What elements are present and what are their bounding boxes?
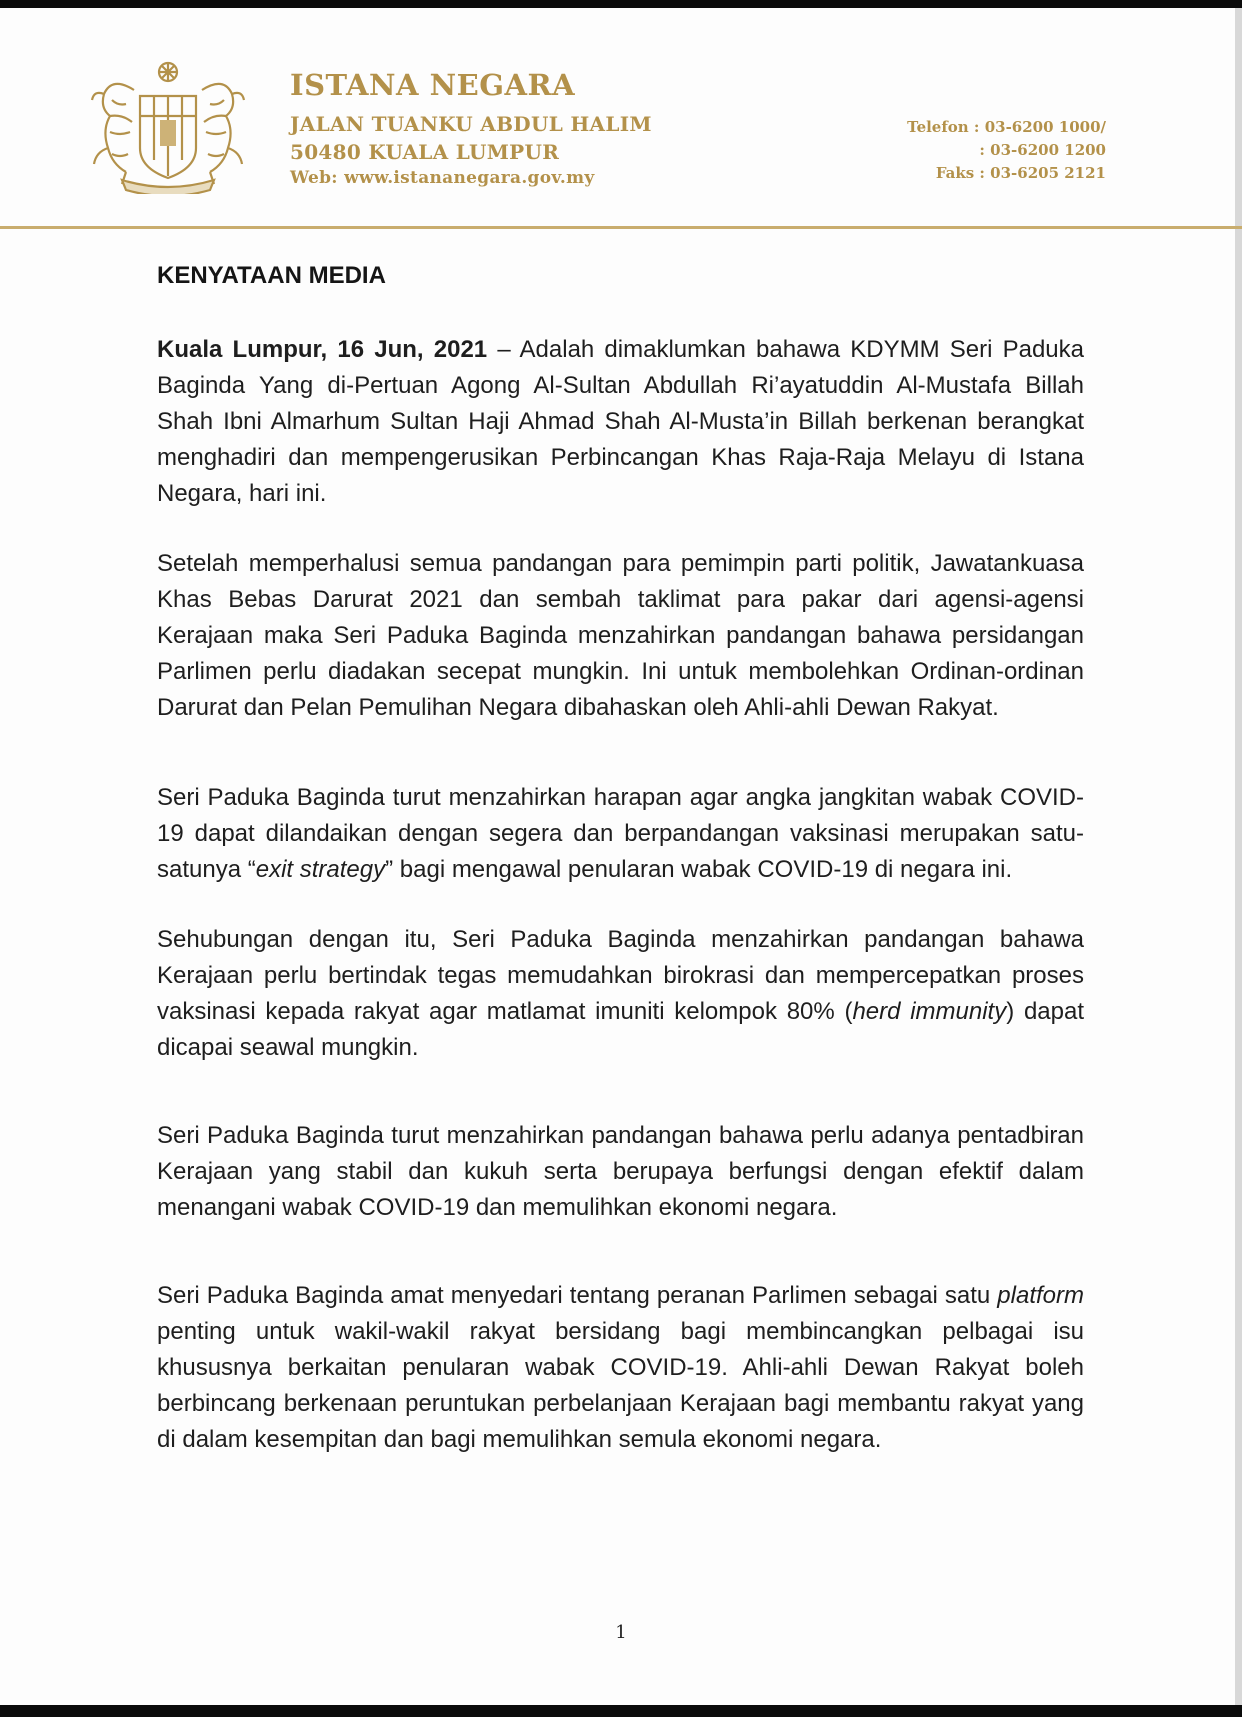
statement-title: KENYATAAN MEDIA xyxy=(157,262,386,289)
paragraph-1-text: – Adalah dimaklumkan bahawa KDYMM Seri Paduka Baginda Yang di-Pertuan Agong Al-Sultan Abdullah Ri’ayatuddin Al-Mustafa Billah Shah Ibni Almarhum Sultan Haji Ahmad Shah Al-Musta’in Billah berkenan berangkat menghadiri dan mempengerusikan Perbincangan Khas Raja-Raja Melayu di Istana Negara, hari ini. xyxy=(157,336,1085,507)
paragraph-6-text-b: penting untuk wakil-wakil rakyat bersidang bagi membincangkan pelbagai isu khususnya berkaitan penularan wabak COVID-19. Ahli-ahli Dewan Rakyat boleh berbincang berkenaan peruntukan perbelanjaan Kerajaan bagi membantu rakyat yang di dalam kesempitan dan bagi memulihkan semula ekonomi negara. xyxy=(157,1318,1084,1453)
paragraph-6-emphasis: platform xyxy=(997,1282,1084,1309)
website-link[interactable]: Web: www.istananegara.gov.my xyxy=(290,168,595,188)
address-city: 50480 KUALA LUMPUR xyxy=(290,140,560,164)
dateline: Kuala Lumpur, 16 Jun, 2021 xyxy=(157,336,488,363)
paragraph-3 xyxy=(157,780,1084,888)
paragraph-5: Seri Paduka Baginda turut menzahirkan pandangan bahawa perlu adanya pentadbiran Kerajaan yang stabil dan kukuh serta berupaya berfungsi dengan efektif dalam menangani wabak COVID-19 dan memulihkan ekonomi negara. xyxy=(157,1122,1084,1221)
royal-crest-icon xyxy=(82,56,254,194)
paragraph-4-emphasis: herd immunity xyxy=(852,998,1007,1025)
page-edge-shadow xyxy=(1235,8,1242,1705)
paragraph-2: Setelah memperhalusi semua pandangan para pemimpin parti politik, Jawatankuasa Khas Bebas Darurat 2021 dan sembah taklimat para pakar dari agensi-agensi Kerajaan maka Seri Paduka Baginda menzahirkan pandangan bahawa persidangan Parlimen perlu diadakan secepat mungkin. Ini untuk membolehkan Ordinan-ordinan Darurat dan Pelan Pemulihan Negara dibahaskan oleh Ahli-ahli Dewan Rakyat. xyxy=(157,550,1084,721)
document-page xyxy=(0,8,1242,1705)
header-divider xyxy=(0,226,1242,229)
paragraph-6-text-a: Seri Paduka Baginda amat menyedari tentang peranan Parlimen sebagai satu xyxy=(157,1282,998,1309)
address-street: JALAN TUANKU ABDUL HALIM xyxy=(290,112,652,136)
phone-number-1: Telefon : 03-6200 1000/ xyxy=(907,118,1106,136)
fax-number: Faks : 03-6205 2121 xyxy=(935,164,1106,182)
paragraph-4-text-b: ) dapat dicapai seawal mungkin. xyxy=(157,998,1085,1061)
paragraph-4 xyxy=(157,922,1084,1066)
page-number: 1 xyxy=(615,1622,627,1643)
institution-name: ISTANA NEGARA xyxy=(290,68,576,102)
paragraph-6 xyxy=(157,1278,1084,1458)
paragraph-3-emphasis: exit strategy xyxy=(255,856,386,883)
statement-body xyxy=(157,258,1084,1458)
paragraph-3-text-a: Seri Paduka Baginda turut menzahirkan harapan agar angka jangkitan wabak COVID-19 dapat dilandaikan dengan segera dan berpandangan vaksinasi merupakan satu-satunya “ xyxy=(157,784,1084,883)
contact-block xyxy=(907,116,1106,185)
paragraph-3-text-b: ” bagi mengawal penularan wabak COVID-19 di negara ini. xyxy=(385,856,1013,883)
paragraph-1 xyxy=(157,332,1084,512)
phone-number-2: : 03-6200 1200 xyxy=(979,141,1106,159)
letterhead xyxy=(0,8,1242,226)
paragraph-4-text-a: Sehubungan dengan itu, Seri Paduka Baginda menzahirkan pandangan bahawa Kerajaan perlu bertindak tegas memudahkan birokrasi dan mempercepatkan proses vaksinasi kepada rakyat agar matlamat imuniti kelompok 80% ( xyxy=(157,926,1084,1025)
